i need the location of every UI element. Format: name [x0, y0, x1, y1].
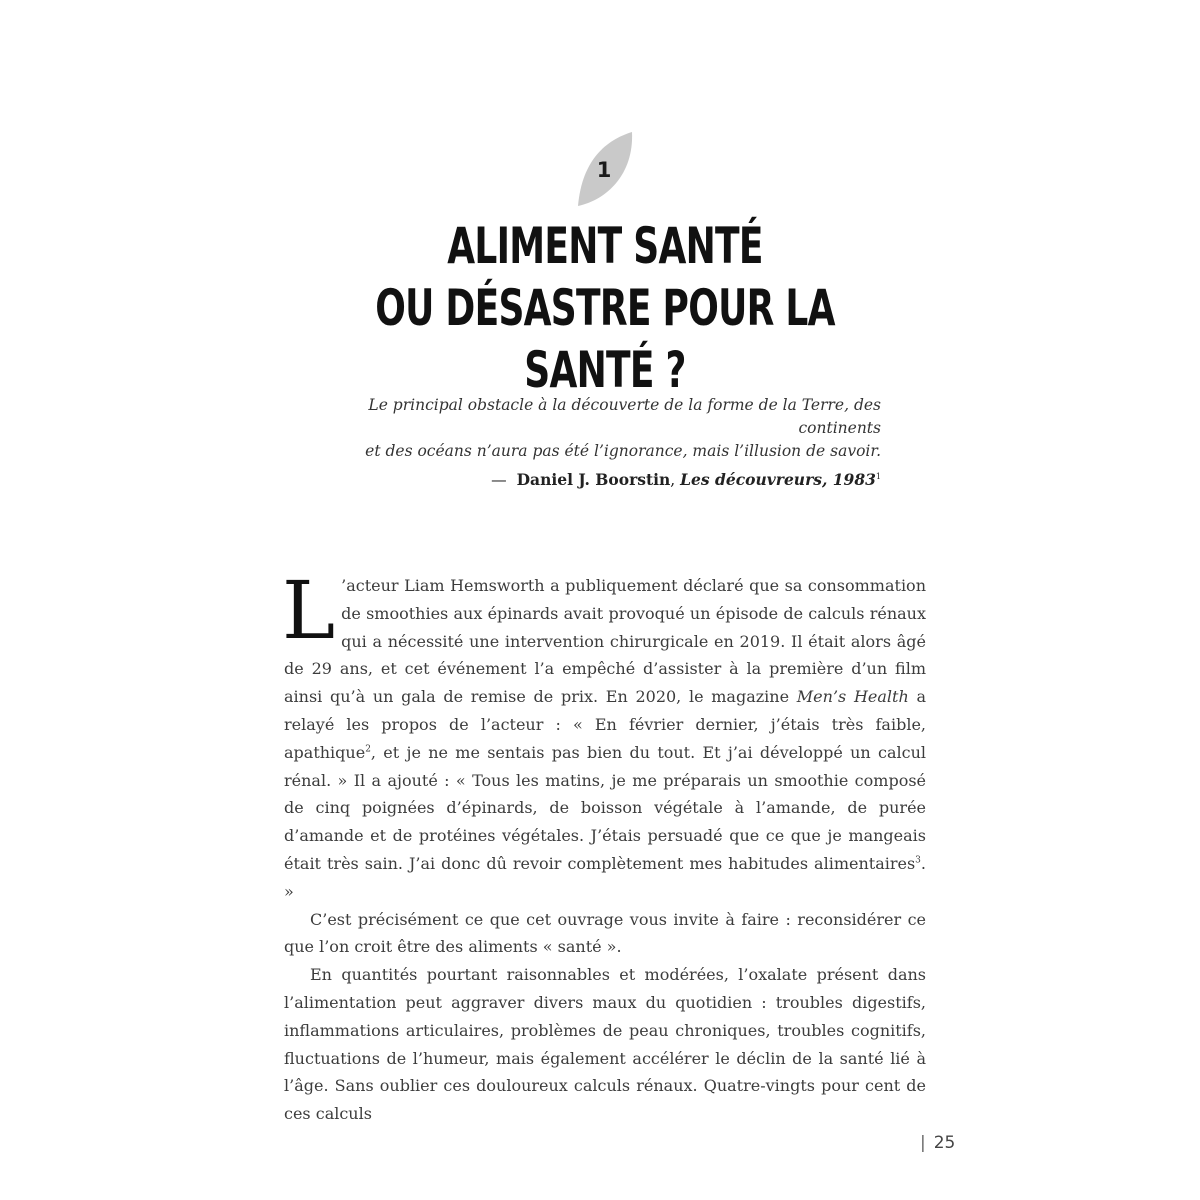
paragraph-1-text-b: a relayé les propos de l’acteur : « En février dernier, j’étais très faible, apathique	[284, 687, 927, 762]
drop-cap: L	[282, 564, 336, 657]
footnote-ref-1: 1	[875, 472, 881, 481]
folio-separator: |	[920, 1133, 926, 1153]
paragraph-1-text-c: , et je ne me sentais pas bien du tout. Et j’ai développé un calcul rénal. » Il a ajouté : « Tous les matins, je me préparais un smoothie composé de cinq poignées d’épinards, de boisson végétale à l’amande, de purée d’amande et de protéines végétales. J’étais persuadé que ce que je mangeais était très sain. J’ai donc dû revoir complètement mes habitudes alimentaires	[284, 742, 926, 873]
paragraph-1	[282, 564, 927, 906]
epigraph-separator: ,	[670, 471, 681, 490]
epigraph-attribution	[300, 465, 881, 492]
chapter-title	[313, 215, 896, 401]
magazine-title: Men’s Health	[796, 687, 909, 707]
epigraph-quote-line-1: Le principal obstacle à la découverte de la forme de la Terre, des continents	[368, 396, 881, 437]
epigraph	[300, 394, 881, 492]
footnote-ref-2: 2	[365, 744, 371, 755]
paragraph-1-text-d: . »	[284, 853, 926, 901]
chapter-badge	[576, 130, 636, 210]
epigraph-book-title: Les découvreurs, 1983	[680, 470, 876, 490]
page-folio	[920, 1133, 980, 1153]
epigraph-author: Daniel J. Boorstin	[516, 470, 671, 490]
epigraph-quote-line-2: et des océans n’aura pas été l’ignorance, mais l’illusion de savoir.	[365, 442, 881, 460]
paragraph-2: C’est précisément ce que cet ouvrage vous invite à faire : reconsidérer ce que l’on croit être des aliments « santé ».	[284, 909, 926, 957]
paragraph-3: En quantités pourtant raisonnables et modérées, l’oxalate présent dans l’alimentation peut aggraver divers maux du quotidien : troubles digestifs, inflammations articulaires, problèmes de peau chroniques, troubles cognitifs, fluctuations de l’humeur, mais également accélérer le déclin de la santé lié à l’âge. Sans oublier ces douloureux calculs rénaux. Quatre-vingts pour cent de ces calculs	[284, 965, 926, 1124]
chapter-title-line-1: ALIMENT SANTÉ	[447, 217, 763, 275]
chapter-number: 1	[596, 158, 612, 182]
footnote-ref-3: 3	[915, 855, 921, 866]
epigraph-dash: —	[491, 471, 507, 490]
paragraph-1-text-a: ’acteur Liam Hemsworth a publiquement déclaré que sa consommation de smoothies aux épinards avait provoqué un épisode de calculs rénaux qui a nécessité une intervention chirurgicale en 2019. Il était alors âgé de 29 ans, et cet événement l’a empêché d’assister à la première d’un film ainsi qu’à un gala de remise de prix. En 2020, le magazine	[284, 576, 926, 707]
chapter-title-line-2: OU DÉSASTRE POUR LA SANTÉ ?	[375, 279, 835, 399]
page-number: 25	[933, 1133, 956, 1153]
body-text	[282, 564, 927, 1128]
